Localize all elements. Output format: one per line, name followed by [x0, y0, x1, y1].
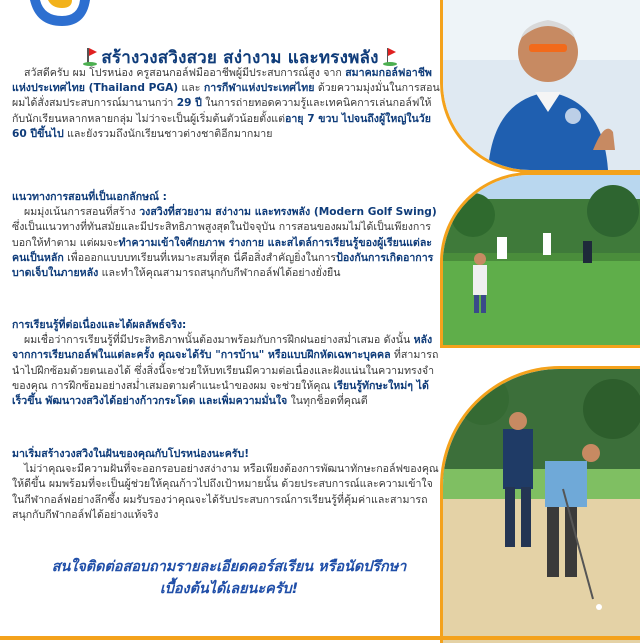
driving-range-photo: [440, 172, 640, 348]
section-highlight: เรียนรู้ทักษะใหม่ๆ ได้เร็วขึ้น พัฒนาวงสวิงได้อย่างก้าวกระโดด และเพิ่มความมั่นใจ: [12, 379, 429, 408]
section-text: เพื่อออกแบบบทเรียนที่เหมาะสมที่สุด นี่คือสิ่งสำคัญยิ่งในการ: [63, 251, 337, 264]
bottom-accent-bar: [0, 636, 640, 640]
section-text: ที่สามารถนำไปฝึกซ้อมด้วยตนเองได้ ซึ่งสิ่งนี้จะช่วยให้บทเรียนมีความต่อเนื่องและฝังแน่นในความทรงจำของคุณ การฝึกซ้อมอย่างสม่ำเสมอตามคำแนะนำของผม จะช่วยให้คุณ: [12, 349, 439, 392]
section-highlight: หลังจากการเรียนกอล์ฟในแต่ละครั้ง คุณจะได้รับ "การบ้าน" หรือแบบฝึกหัดเฉพาะบุคคล: [12, 334, 433, 362]
intro-text: ด้วยความมุ่งมั่นในการสอน ผมได้สั่งสมประสบการณ์มานานกว่า: [12, 82, 440, 110]
intro-text: และยังรวมถึงนักเรียนชาวต่างชาติอีกมากมาย: [63, 127, 273, 140]
closing-line: เบื้องต้นได้เลยนะครับ!: [159, 581, 299, 597]
section-text: ผมเชื่อว่าการเรียนรู้ที่มีประสิทธิภาพนั้นต้องมาพร้อมกับการฝึกฝนอย่างสม่ำเสมอ ดังนั้น: [24, 334, 414, 347]
intro-highlight: อายุ 7 ขวบ ไปจนถึงผู้ใหญ่ในวัย 60 ปีขึ้นไป: [12, 112, 431, 140]
intro-highlight: การกีฬาแห่งประเทศไทย: [203, 82, 315, 95]
coach-portrait-photo: [440, 0, 640, 173]
section-text: ในทุกช็อตที่คุณตี: [287, 395, 368, 408]
logo-mark: [0, 0, 96, 40]
golf-flag-icon: [83, 48, 97, 66]
section-text: ซึ่งเป็นแนวทางที่ทันสมัยและมีประสิทธิภาพสูงสุดในปัจจุบัน การสอนของผมไม่ได้เป็นเพียงการบอกให้ทำตาม แต่ผมจะ: [12, 221, 431, 249]
page-title: สร้างวงสวิงสวย สง่างาม และทรงพลัง: [30, 44, 450, 71]
teaching-style-section: [12, 190, 442, 281]
intro-text: ในการถ่ายทอดความรู้และเทคนิคการเล่นกอล์ฟให้กับนักเรียนหลากหลายกลุ่ม ไม่ว่าจะเป็นผู้เริ่มต้นตัวน้อยตั้งแต่: [12, 97, 432, 125]
golf-flag-icon: [383, 48, 397, 66]
closing-line: สนใจติดต่อสอบถามรายละเอียดคอร์สเรียน หรือนัดปรึกษา: [51, 559, 407, 575]
closing-call-to-action: [14, 556, 444, 600]
intro-text: สวัสดีครับ ผม โปรหน่อง ครูสอนกอล์ฟมืออาชีพผู้มีประสบการณ์สูง จาก: [24, 67, 346, 79]
section-text: ไม่ว่าคุณจะมีความฝันที่จะออกรอบอย่างสง่างาม หรือเพียงต้องการพัฒนาทักษะกอล์ฟของคุณให้ดีขึ้น ผมพร้อมที่จะเป็นผู้ช่วยให้คุณก้าวไปถึงเป้าหมายนั้น ด้วยประสบการณ์และความเข้าใจในกีฬากอล์ฟอย่างลึกซึ้ง ผมรับรองว่าคุณจะได้รับประสบการณ์การเรียนรู้ที่คุ้มค่าและสามารถสนุกกับกีฬากอล์ฟได้อย่างแท้จริง: [12, 463, 439, 521]
bunker-lesson-photo: [440, 366, 640, 643]
section-heading: การเรียนรู้ที่ต่อเนื่องและได้ผลลัพธ์จริง:: [12, 319, 187, 331]
intro-paragraph: [12, 66, 442, 142]
section-heading: มาเริ่มสร้างวงสวิงในฝันของคุณกับโปรหน่องนะครับ!: [12, 448, 250, 460]
section-text: และทำให้คุณสามารถสนุกกับกีฬากอล์ฟได้อย่างยั่งยืน: [98, 267, 341, 280]
learning-section: [12, 318, 442, 409]
intro-text: และ: [178, 82, 204, 95]
start-section: [12, 447, 442, 523]
section-highlight: ป้องกันการเกิดอาการบาดเจ็บในภายหลัง: [12, 251, 434, 280]
section-highlight: วงสวิงที่สวยงาม สง่างาม และทรงพลัง (Modern Golf Swing): [139, 206, 437, 219]
section-text: ผมมุ่งเน้นการสอนที่สร้าง: [24, 206, 140, 219]
section-highlight: ทำความเข้าใจศักยภาพ ร่างกาย และสไตล์การเรียนรู้ของผู้เรียนแต่ละคนเป็นหลัก: [12, 236, 432, 264]
section-heading: แนวทางการสอนที่เป็นเอกลักษณ์ :: [12, 191, 167, 203]
intro-highlight: 29 ปี: [176, 97, 202, 110]
intro-highlight: สมาคมกอล์ฟอาชีพแห่งประเทศไทย (Thailand PGA): [12, 67, 432, 95]
